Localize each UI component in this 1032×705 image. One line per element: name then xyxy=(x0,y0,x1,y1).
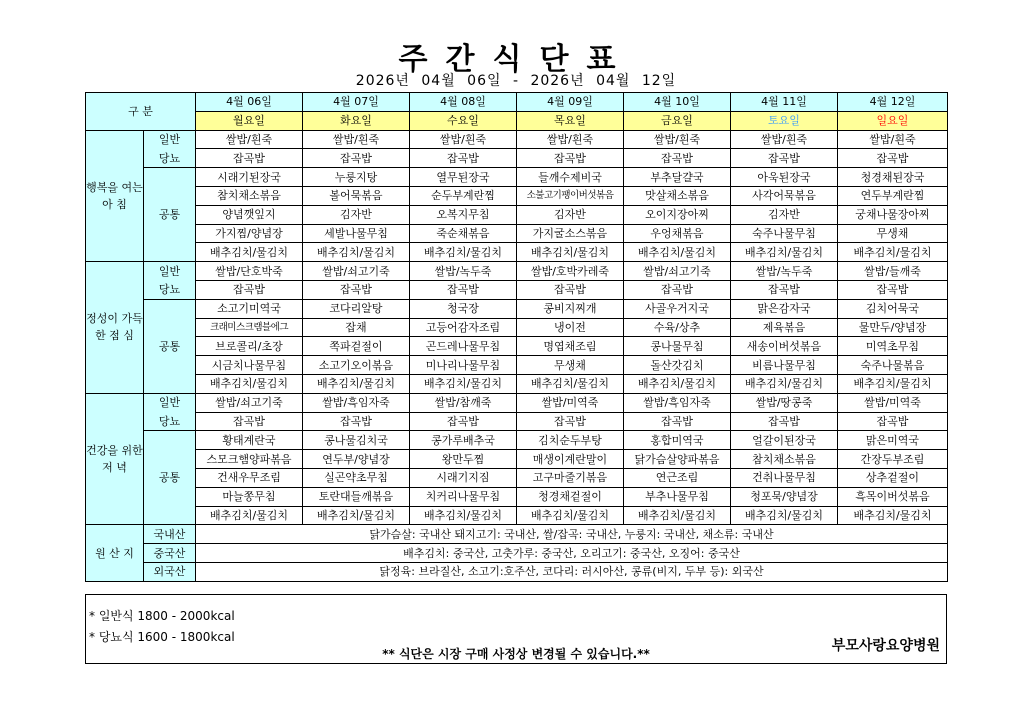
dish-item: 소고기오이볶음 xyxy=(303,356,410,375)
common-row xyxy=(86,186,948,205)
dish-item: 사골우거지국 xyxy=(624,299,731,318)
diabetic-item: 잡곡밥 xyxy=(731,149,838,168)
date-header: 4월 06일 xyxy=(196,93,303,112)
header-date-row xyxy=(86,93,948,112)
diabetic-item: 잡곡밥 xyxy=(410,280,517,299)
dish-item: 배추김치/물김치 xyxy=(731,243,838,262)
dish-item: 맛살채소볶음 xyxy=(624,186,731,205)
general-item: 쌀밥/흑임자죽 xyxy=(624,393,731,412)
dish-item: 배추김치/물김치 xyxy=(838,374,948,393)
dish-item: 양념깻잎지 xyxy=(196,205,303,224)
dish-item: 궁채나물장아찌 xyxy=(838,205,948,224)
hospital-name: 부모사랑요양병원 xyxy=(831,638,940,654)
dish-item: 볼어묵볶음 xyxy=(303,186,410,205)
date-header: 4월 10일 xyxy=(624,93,731,112)
dish-item: 청경채겉절이 xyxy=(517,487,624,506)
dish-item: 미역초무침 xyxy=(838,337,948,356)
common-row xyxy=(86,431,948,450)
common-row xyxy=(86,468,948,487)
dish-item: 잡채 xyxy=(303,318,410,337)
general-label: 일반 xyxy=(144,262,196,281)
dish-item: 미나리나물무침 xyxy=(410,356,517,375)
diabetic-item: 잡곡밥 xyxy=(838,280,948,299)
general-item: 쌀밥/흑임자죽 xyxy=(303,393,410,412)
common-label: 공통 xyxy=(144,431,196,525)
dish-item: 황태계란국 xyxy=(196,431,303,450)
diabetic-item: 잡곡밥 xyxy=(517,412,624,431)
diabetic-item: 잡곡밥 xyxy=(731,412,838,431)
day-header: 금요일 xyxy=(624,111,731,130)
dish-item: 배추김치/물김치 xyxy=(731,374,838,393)
dish-item: 홍합미역국 xyxy=(624,431,731,450)
meal-name: 행복을 여는 아 침 xyxy=(86,130,144,262)
dish-item: 콩나물김치국 xyxy=(303,431,410,450)
dish-item: 사각어묵볶음 xyxy=(731,186,838,205)
meal-name: 정성이 가득한 점 심 xyxy=(86,262,144,394)
diabetic-label: 당뇨 xyxy=(144,280,196,299)
dish-item: 무생채 xyxy=(838,224,948,243)
dish-item: 가지굴소스볶음 xyxy=(517,224,624,243)
origin-row xyxy=(86,562,948,581)
dish-item: 배추김치/물김치 xyxy=(517,374,624,393)
origin-type-label: 중국산 xyxy=(144,544,196,563)
dish-item: 배추김치/물김치 xyxy=(624,374,731,393)
common-row xyxy=(86,224,948,243)
general-item: 쌀밥/들깨죽 xyxy=(838,262,948,281)
dish-item: 배추김치/물김치 xyxy=(303,374,410,393)
general-row xyxy=(86,393,948,412)
dish-item: 배추김치/물김치 xyxy=(303,506,410,525)
common-row xyxy=(86,205,948,224)
meal-name: 건강을 위한 저 녁 xyxy=(86,393,144,525)
dish-item: 매생이계란말이 xyxy=(517,450,624,469)
dish-item: 열무된장국 xyxy=(410,168,517,187)
general-item: 쌀밥/쇠고기죽 xyxy=(624,262,731,281)
origin-text: 닭정육: 브라질산, 소고기:호주산, 코다리: 러시아산, 콩류(비지, 두부 등): 외국산 xyxy=(196,562,948,581)
day-header: 목요일 xyxy=(517,111,624,130)
date-header: 4월 08일 xyxy=(410,93,517,112)
dish-item: 배추김치/물김치 xyxy=(410,243,517,262)
date-header: 4월 12일 xyxy=(838,93,948,112)
dish-item: 흑목이버섯볶음 xyxy=(838,487,948,506)
page-title: 주간식단표 xyxy=(398,42,634,77)
general-item: 쌀밥/흰죽 xyxy=(731,130,838,149)
diabetic-label: 당뇨 xyxy=(144,412,196,431)
dish-item: 김치순두부탕 xyxy=(517,431,624,450)
dish-item: 닭가슴살양파볶음 xyxy=(624,450,731,469)
general-item: 쌀밥/흰죽 xyxy=(303,130,410,149)
dish-item: 배추김치/물김치 xyxy=(624,243,731,262)
dish-item: 배추김치/물김치 xyxy=(196,374,303,393)
day-header: 일요일 xyxy=(838,111,948,130)
dish-item: 들깨수제비국 xyxy=(517,168,624,187)
general-item: 쌀밥/쇠고기죽 xyxy=(196,393,303,412)
dish-item: 소고기미역국 xyxy=(196,299,303,318)
general-item: 쌀밥/흰죽 xyxy=(410,130,517,149)
dish-item: 배추김치/물김치 xyxy=(196,243,303,262)
dish-item: 얼갈이된장국 xyxy=(731,431,838,450)
dish-item: 건새우무조림 xyxy=(196,468,303,487)
dish-item: 숙주나물무침 xyxy=(731,224,838,243)
dish-item: 비름나물무침 xyxy=(731,356,838,375)
kcal-diabetic: * 당뇨식 1600 - 1800kcal xyxy=(89,630,235,644)
diabetic-item: 잡곡밥 xyxy=(410,412,517,431)
dish-item: 돌산갓김치 xyxy=(624,356,731,375)
dish-item: 김치어묵국 xyxy=(838,299,948,318)
dish-item: 청경채된장국 xyxy=(838,168,948,187)
diabetic-item: 잡곡밥 xyxy=(517,280,624,299)
diabetic-item: 잡곡밥 xyxy=(303,149,410,168)
dish-item: 부추나물무침 xyxy=(624,487,731,506)
date-header: 4월 09일 xyxy=(517,93,624,112)
dish-item: 배추김치/물김치 xyxy=(838,243,948,262)
dish-item: 배추김치/물김치 xyxy=(410,374,517,393)
dish-item: 배추김치/물김치 xyxy=(624,506,731,525)
dish-item: 고등어감자조림 xyxy=(410,318,517,337)
dish-item: 고구마줄기볶음 xyxy=(517,468,624,487)
dish-item: 수육/상추 xyxy=(624,318,731,337)
dish-item: 실곤약초무침 xyxy=(303,468,410,487)
date-header: 4월 07일 xyxy=(303,93,410,112)
day-header: 토요일 xyxy=(731,111,838,130)
dish-item: 콩가루배추국 xyxy=(410,431,517,450)
dish-item: 배추김치/물김치 xyxy=(517,506,624,525)
diabetic-row xyxy=(86,280,948,299)
dish-item: 명엽채조림 xyxy=(517,337,624,356)
common-row xyxy=(86,506,948,525)
dish-item: 숙주나물볶음 xyxy=(838,356,948,375)
common-row xyxy=(86,299,948,318)
general-item: 쌀밥/미역죽 xyxy=(838,393,948,412)
general-row xyxy=(86,262,948,281)
general-item: 쌀밥/흰죽 xyxy=(838,130,948,149)
origin-row xyxy=(86,544,948,563)
dish-item: 치커리나물무침 xyxy=(410,487,517,506)
category-header: 구 분 xyxy=(86,93,196,131)
diabetic-item: 잡곡밥 xyxy=(303,412,410,431)
common-row xyxy=(86,318,948,337)
dish-item: 청포묵/양념장 xyxy=(731,487,838,506)
general-item: 쌀밥/미역죽 xyxy=(517,393,624,412)
general-row xyxy=(86,130,948,149)
origin-type-label: 국내산 xyxy=(144,525,196,544)
dish-item: 맑은감자국 xyxy=(731,299,838,318)
dish-item: 참치채소볶음 xyxy=(731,450,838,469)
dish-item: 김자반 xyxy=(303,205,410,224)
diabetic-item: 잡곡밥 xyxy=(517,149,624,168)
day-header: 월요일 xyxy=(196,111,303,130)
dish-item: 물만두/양념장 xyxy=(838,318,948,337)
dish-item: 시금치나물무침 xyxy=(196,356,303,375)
dish-item: 김자반 xyxy=(517,205,624,224)
dish-item: 곤드레나물무침 xyxy=(410,337,517,356)
dish-item: 맑은미역국 xyxy=(838,431,948,450)
notice-text: ** 식단은 시장 구매 사정상 변경될 수 있습니다.** xyxy=(382,647,650,661)
common-row xyxy=(86,168,948,187)
dish-item: 무생채 xyxy=(517,356,624,375)
common-label: 공통 xyxy=(144,299,196,393)
dish-item: 크래미스크램블에그 xyxy=(196,318,303,337)
diabetic-item: 잡곡밥 xyxy=(303,280,410,299)
diabetic-label: 당뇨 xyxy=(144,149,196,168)
diabetic-item: 잡곡밥 xyxy=(624,280,731,299)
dish-item: 배추김치/물김치 xyxy=(517,243,624,262)
dish-item: 왕만두찜 xyxy=(410,450,517,469)
dish-item: 쪽파겉절이 xyxy=(303,337,410,356)
dish-item: 가지찜/양념장 xyxy=(196,224,303,243)
dish-item: 간장두부조림 xyxy=(838,450,948,469)
dish-item: 소불고기팽이버섯볶음 xyxy=(517,186,624,205)
origin-text: 닭가슴살: 국내산 돼지고기: 국내산, 쌀/잡곡: 국내산, 누룽지: 국내산, 채소류: 국내산 xyxy=(196,525,948,544)
day-header: 화요일 xyxy=(303,111,410,130)
date-range: 2026년 04월 06일 - 2026년 04월 12일 xyxy=(355,73,677,89)
dish-item: 참치채소볶음 xyxy=(196,186,303,205)
common-row xyxy=(86,374,948,393)
general-item: 쌀밥/땅콩죽 xyxy=(731,393,838,412)
general-item: 쌀밥/호박카레죽 xyxy=(517,262,624,281)
dish-item: 브로콜리/초장 xyxy=(196,337,303,356)
kcal-general: * 일반식 1800 - 2000kcal xyxy=(89,609,235,623)
diabetic-item: 잡곡밥 xyxy=(196,149,303,168)
dish-item: 시래기지짐 xyxy=(410,468,517,487)
dish-item: 콩비지찌개 xyxy=(517,299,624,318)
general-label: 일반 xyxy=(144,130,196,149)
diabetic-item: 잡곡밥 xyxy=(838,149,948,168)
general-item: 쌀밥/참깨죽 xyxy=(410,393,517,412)
dish-item: 배추김치/물김치 xyxy=(838,506,948,525)
dish-item: 코다리알탕 xyxy=(303,299,410,318)
general-label: 일반 xyxy=(144,393,196,412)
diabetic-item: 잡곡밥 xyxy=(838,412,948,431)
dish-item: 새송이버섯볶음 xyxy=(731,337,838,356)
diabetic-item: 잡곡밥 xyxy=(624,412,731,431)
diabetic-item: 잡곡밥 xyxy=(624,149,731,168)
dish-item: 죽순채볶음 xyxy=(410,224,517,243)
common-row xyxy=(86,337,948,356)
dish-item: 시래기된장국 xyxy=(196,168,303,187)
diabetic-item: 잡곡밥 xyxy=(196,412,303,431)
menu-table xyxy=(85,92,948,582)
dish-item: 우엉채볶음 xyxy=(624,224,731,243)
dish-item: 콩나물무침 xyxy=(624,337,731,356)
diabetic-item: 잡곡밥 xyxy=(731,280,838,299)
dish-item: 건취나물무침 xyxy=(731,468,838,487)
dish-item: 배추김치/물김치 xyxy=(731,506,838,525)
dish-item: 제육볶음 xyxy=(731,318,838,337)
dish-item: 연두부계란찜 xyxy=(838,186,948,205)
dish-item: 배추김치/물김치 xyxy=(196,506,303,525)
dish-item: 마늘쫑무침 xyxy=(196,487,303,506)
dish-item: 김자반 xyxy=(731,205,838,224)
dish-item: 연두부/양념장 xyxy=(303,450,410,469)
footer-box xyxy=(85,594,947,664)
dish-item: 배추김치/물김치 xyxy=(303,243,410,262)
dish-item: 누룽지탕 xyxy=(303,168,410,187)
dish-item: 상추겉절이 xyxy=(838,468,948,487)
origin-text: 배추김치: 중국산, 고춧가루: 중국산, 오리고기: 중국산, 오징어: 중국산 xyxy=(196,544,948,563)
dish-item: 오이지장아찌 xyxy=(624,205,731,224)
header-day-row xyxy=(86,111,948,130)
general-item: 쌀밥/흰죽 xyxy=(517,130,624,149)
common-row xyxy=(86,487,948,506)
general-item: 쌀밥/녹두죽 xyxy=(731,262,838,281)
dish-item: 청국장 xyxy=(410,299,517,318)
date-header: 4월 11일 xyxy=(731,93,838,112)
general-item: 쌀밥/단호박죽 xyxy=(196,262,303,281)
dish-item: 부추달걀국 xyxy=(624,168,731,187)
diabetic-row xyxy=(86,149,948,168)
dish-item: 냉이전 xyxy=(517,318,624,337)
general-item: 쌀밥/쇠고기죽 xyxy=(303,262,410,281)
common-row xyxy=(86,356,948,375)
general-item: 쌀밥/흰죽 xyxy=(624,130,731,149)
dish-item: 연근조림 xyxy=(624,468,731,487)
common-label: 공통 xyxy=(144,168,196,262)
diabetic-item: 잡곡밥 xyxy=(196,280,303,299)
dish-item: 세발나물무침 xyxy=(303,224,410,243)
common-row xyxy=(86,450,948,469)
day-header: 수요일 xyxy=(410,111,517,130)
dish-item: 스모크햄양파볶음 xyxy=(196,450,303,469)
origin-row xyxy=(86,525,948,544)
diabetic-item: 잡곡밥 xyxy=(410,149,517,168)
origin-type-label: 외국산 xyxy=(144,562,196,581)
dish-item: 아욱된장국 xyxy=(731,168,838,187)
dish-item: 토란대들깨볶음 xyxy=(303,487,410,506)
dish-item: 오복지무침 xyxy=(410,205,517,224)
common-row xyxy=(86,243,948,262)
origin-label: 원 산 지 xyxy=(86,525,144,581)
dish-item: 순두부계란찜 xyxy=(410,186,517,205)
dish-item: 배추김치/물김치 xyxy=(410,506,517,525)
diabetic-row xyxy=(86,412,948,431)
general-item: 쌀밥/녹두죽 xyxy=(410,262,517,281)
general-item: 쌀밥/흰죽 xyxy=(196,130,303,149)
